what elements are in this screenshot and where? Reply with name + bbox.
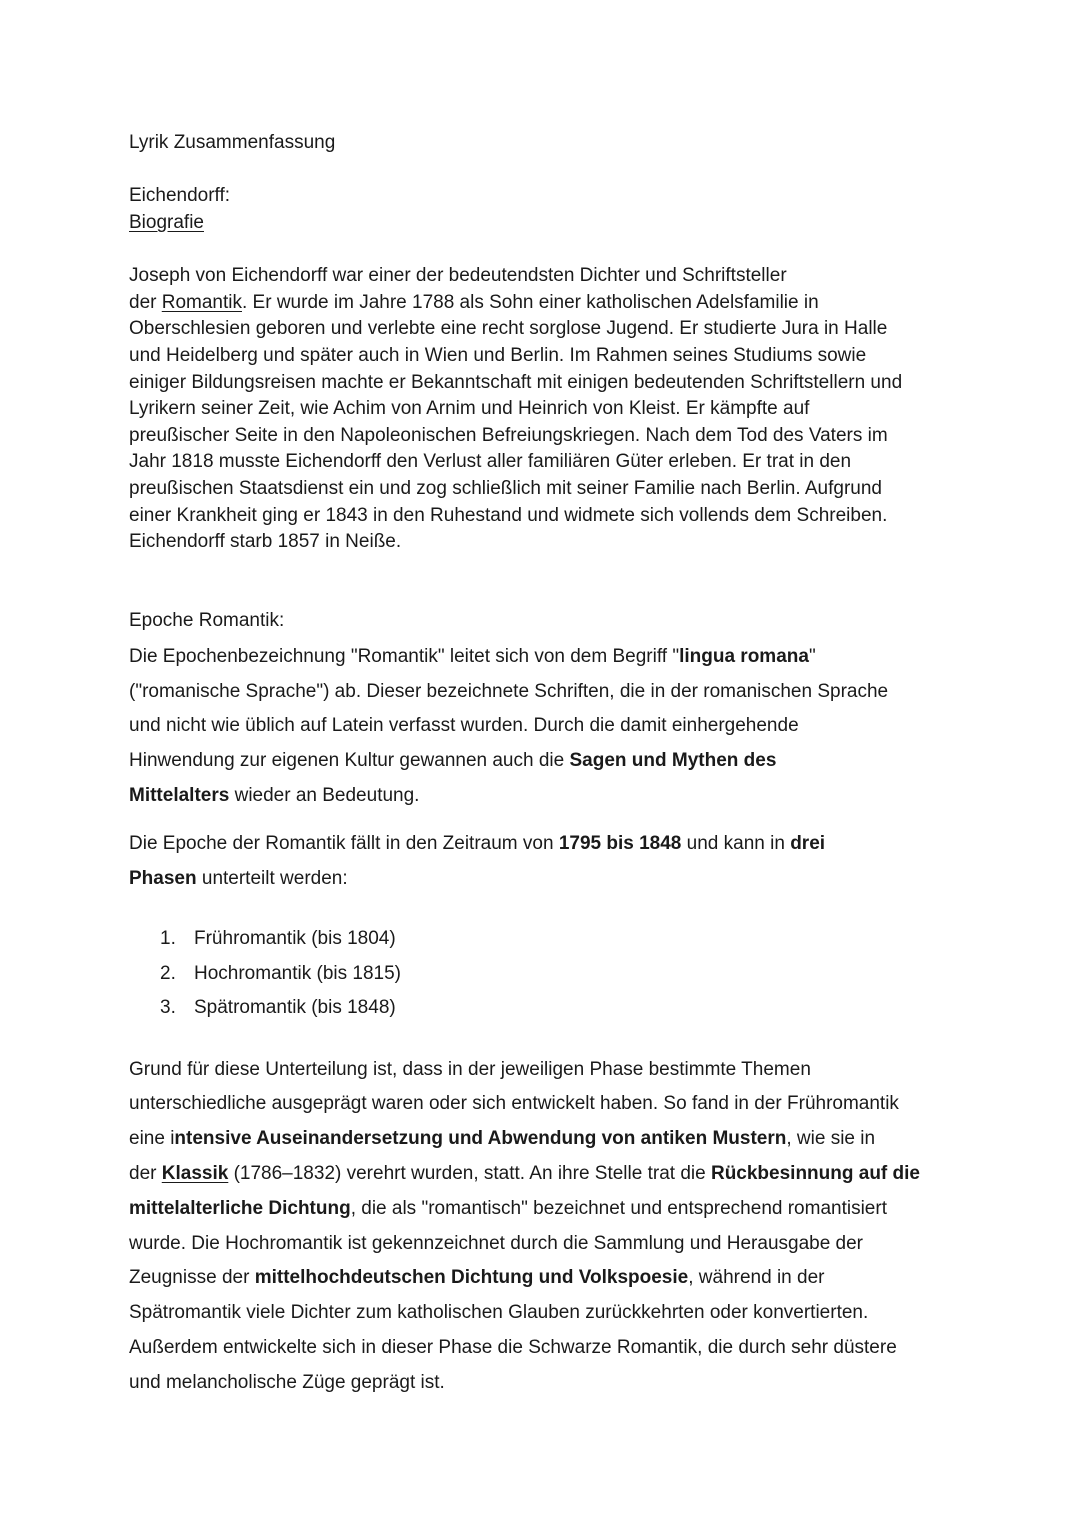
epoch-line: und melancholische Züge geprägt ist. <box>129 1372 445 1393</box>
bio-line: Eichendorff starb 1857 in Neiße. <box>129 531 402 552</box>
epoch-line: Die Epoche der Romantik fällt in den Zeitraum von 1795 bis 1848 und kann in drei <box>129 833 826 854</box>
epoch-line: Phasen unterteilt werden: <box>129 868 348 889</box>
epoch-heading: Epoche Romantik: <box>129 610 285 631</box>
bio-line: preußischer Seite in den Napoleonischen Befreiungskriegen. Nach dem Tod des Vaters im <box>129 425 888 446</box>
epoch-line: Hinwendung zur eigenen Kultur gewannen auch die Sagen und Mythen des <box>129 750 777 771</box>
epoch-line: Zeugnisse der mittelhochdeutschen Dichtung und Volkspoesie, während in der <box>129 1267 825 1288</box>
epoch-line: wurde. Die Hochromantik ist gekennzeichnet durch die Sammlung und Herausgabe der <box>129 1233 864 1254</box>
bio-heading: Biografie <box>129 212 204 233</box>
epoch-line: und nicht wie üblich auf Latein verfasst wurden. Durch die damit einhergehende <box>129 715 799 736</box>
bio-line: einer Krankheit ging er 1843 in den Ruhestand und widmete sich vollends dem Schreiben. <box>129 505 888 526</box>
klassik-link[interactable]: Klassik <box>161 1163 229 1184</box>
bio-line: Joseph von Eichendorff war einer der bedeutendsten Dichter und Schriftsteller <box>129 265 787 286</box>
epoch-line: unterschiedliche ausgeprägt waren oder sich entwickelt haben. So fand in der Frühromantik <box>129 1093 899 1114</box>
epoch-line: Grund für diese Unterteilung ist, dass in der jeweiligen Phase bestimmte Themen <box>129 1059 811 1080</box>
bio-line: Jahr 1818 musste Eichendorff den Verlust aller familiären Güter erleben. Er trat in den <box>129 451 852 472</box>
epoch-line: mittelalterliche Dichtung, die als "romantisch" bezeichnet und entsprechend romantisiert <box>129 1198 887 1219</box>
romantik-link[interactable]: Romantik <box>161 292 242 313</box>
epoch-line: Mittelalters wieder an Bedeutung. <box>129 785 420 806</box>
list-number: 1. <box>160 928 176 949</box>
list-text: Hochromantik (bis 1815) <box>194 963 401 984</box>
bio-line: preußischen Staatsdienst ein und zog schließlich mit seiner Familie nach Berlin. Aufgrund <box>129 478 882 499</box>
bio-line: Lyrikern seiner Zeit, wie Achim von Arnim und Heinrich von Kleist. Er kämpfte auf <box>129 398 810 419</box>
epoch-line: eine intensive Auseinandersetzung und Abwendung von antiken Mustern, wie sie in <box>129 1128 876 1149</box>
list-text: Frühromantik (bis 1804) <box>194 928 396 949</box>
epoch-line: Außerdem entwickelte sich in dieser Phase die Schwarze Romantik, die durch sehr düstere <box>129 1337 897 1358</box>
list-number: 2. <box>160 963 176 984</box>
bio-line: Oberschlesien geboren und verlebte eine recht sorglose Jugend. Er studierte Jura in Halle <box>129 318 888 339</box>
list-text: Spätromantik (bis 1848) <box>194 997 396 1018</box>
epoch-line: ("romanische Sprache") ab. Dieser bezeichnete Schriften, die in der romanischen Sprache <box>129 681 889 702</box>
epoch-line: Die Epochenbezeichnung "Romantik" leitet sich von dem Begriff "lingua romana" <box>129 646 816 667</box>
epoch-line: Spätromantik viele Dichter zum katholischen Glauben zurückkehrten oder konvertierten. <box>129 1302 869 1323</box>
list-number: 3. <box>160 997 176 1018</box>
epoch-line: der Klassik (1786–1832) verehrt wurden, statt. An ihre Stelle trat die Rückbesinnung auf die <box>129 1163 920 1184</box>
bio-line: einiger Bildungsreisen machte er Bekanntschaft mit einigen bedeutenden Schriftstellern und <box>129 372 903 393</box>
document-title: Lyrik Zusammenfassung <box>129 132 336 153</box>
bio-line: und Heidelberg und später auch in Wien und Berlin. Im Rahmen seines Studiums sowie <box>129 345 867 366</box>
author-heading: Eichendorff: <box>129 185 231 206</box>
bio-line: der Romantik. Er wurde im Jahre 1788 als Sohn einer katholischen Adelsfamilie in <box>129 292 819 313</box>
